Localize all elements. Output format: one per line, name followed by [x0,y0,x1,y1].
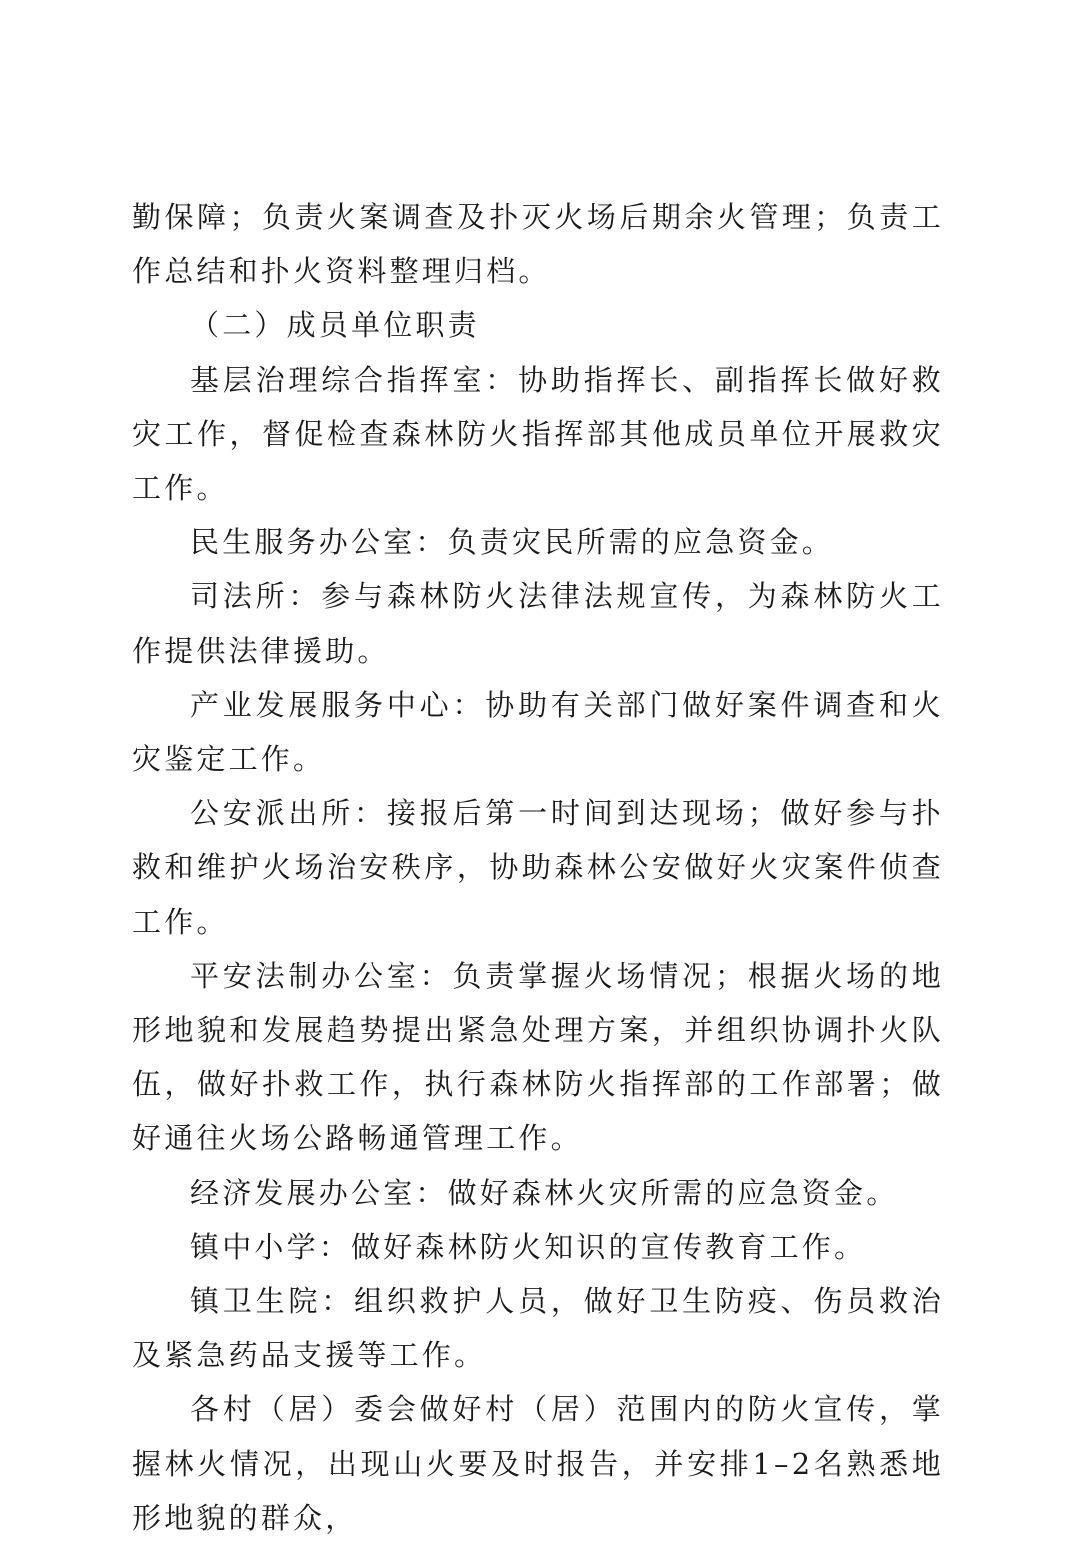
document-body [132,190,944,1545]
paragraph-schools: 镇中小学：做好森林防火知识的宣传教育工作。 [190,1229,867,1264]
section-heading-member-units: （二）成员单位职责 [190,308,480,343]
paragraph-economic-office: 经济发展办公室：做好森林火灾所需的应急资金。 [190,1175,899,1210]
paragraph-village-committees: 各村（居）委会做好村（居）范围内的防火宣传，掌握林火情况，出现山火要及时报告，并安排1–2名熟悉地形地貌的群众， [132,1392,944,1535]
paragraph-livelihood-office: 民生服务办公室：负责灾民所需的应急资金。 [190,525,835,560]
paragraph-logistics-continuation: 勤保障；负责火案调查及扑灭火场后期余火管理；负责工作总结和扑火资料整理归档。 [132,200,944,289]
paragraph-safety-legal-office: 平安法制办公室：负责掌握火场情况；根据火场的地形地貌和发展趋势提出紧急处理方案，并组织协调扑火队伍，做好扑救工作，执行森林防火指挥部的工作部署；做好通往火场公路畅通管理工作。 [132,958,944,1156]
paragraph-health-center: 镇卫生院：组织救护人员，做好卫生防疫、伤员救治及紧急药品支援等工作。 [132,1284,944,1373]
paragraph-police-station: 公安派出所：接报后第一时间到达现场；做好参与扑救和维护火场治安秩序，协助森林公安做好火灾案件侦查工作。 [132,796,944,939]
paragraph-judicial-office: 司法所：参与森林防火法律法规宣传，为森林防火工作提供法律援助。 [132,579,944,668]
paragraph-industry-center: 产业发展服务中心：协助有关部门做好案件调查和火灾鉴定工作。 [132,687,944,777]
paragraph-governance-command: 基层治理综合指挥室：协助指挥长、副指挥长做好救灾工作，督促检查森林防火指挥部其他成员单位开展救灾工作。 [132,362,944,506]
